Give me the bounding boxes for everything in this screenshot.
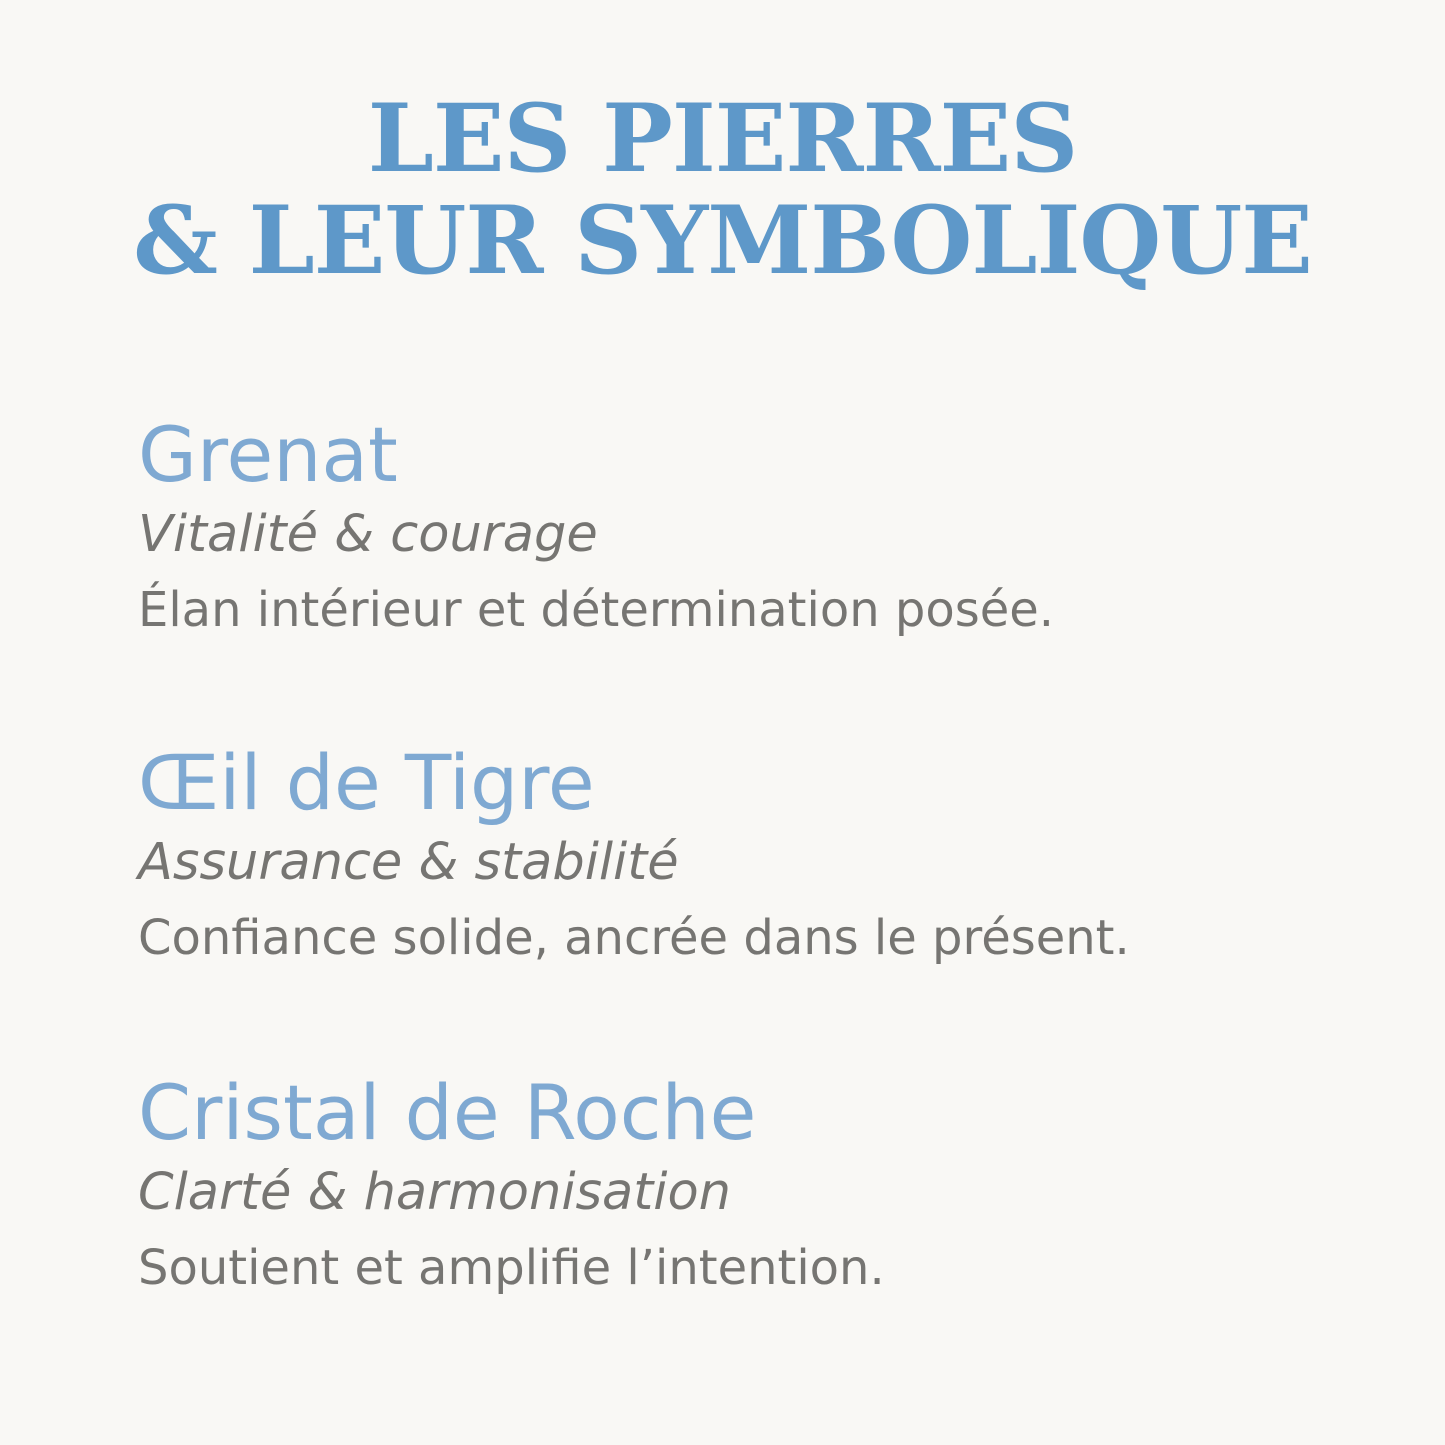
stone-theme: Assurance & stabilité <box>138 833 679 892</box>
title-line-2: & LEUR SYMBOLIQUE <box>133 186 1312 296</box>
stone-description: Élan intérieur et détermination posée. <box>138 582 1055 638</box>
stone-description: Soutient et amplifie l’intention. <box>138 1240 885 1296</box>
stone-theme: Vitalité & courage <box>138 505 598 564</box>
stone-item-oeil-de-tigre <box>138 738 1418 978</box>
stone-name: Grenat <box>138 410 398 499</box>
stone-name: Œil de Tigre <box>138 738 595 827</box>
stone-description: Confiance solide, ancrée dans le présent. <box>138 910 1130 966</box>
page-title <box>0 84 1445 296</box>
stone-item-cristal-de-roche <box>138 1068 1418 1308</box>
title-line-1: LES PIERRES <box>367 84 1078 194</box>
stone-item-grenat <box>138 410 1418 650</box>
stone-name: Cristal de Roche <box>138 1068 757 1157</box>
stone-theme: Clarté & harmonisation <box>138 1163 731 1222</box>
